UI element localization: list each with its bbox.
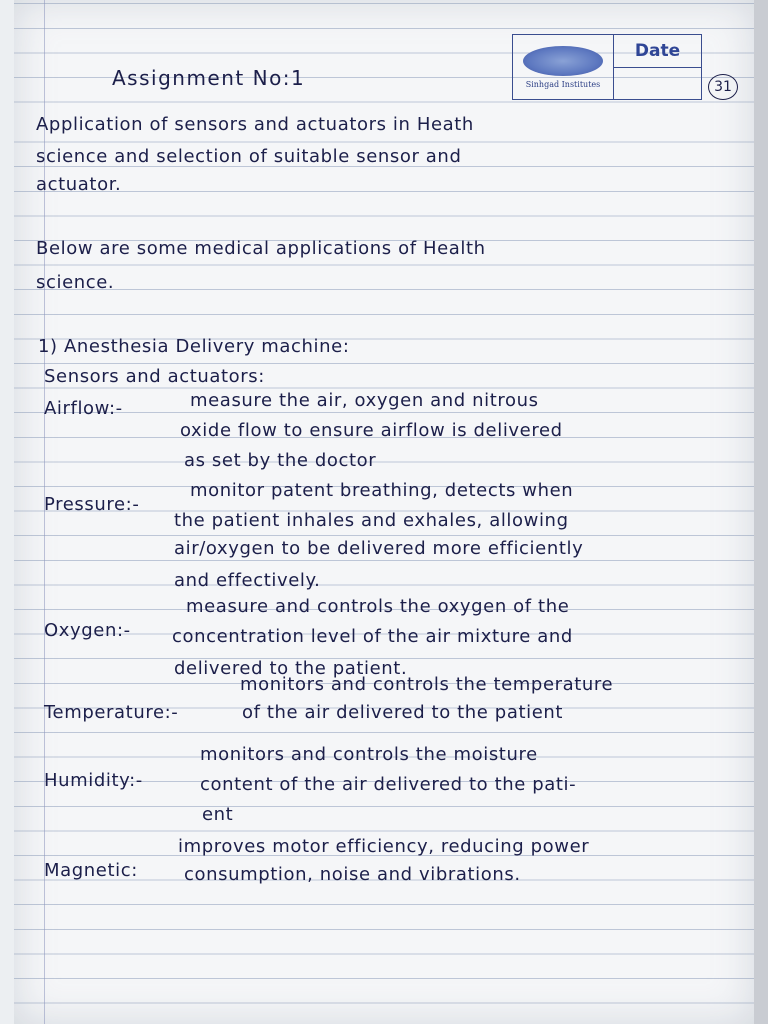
- page-number: 31: [708, 74, 738, 100]
- pressure-label: Pressure:-: [44, 494, 140, 515]
- section-subheading: Sensors and actuators:: [44, 366, 265, 387]
- logo-text: Sinhgad Institutes: [525, 79, 601, 89]
- lead-line-2: science.: [36, 272, 115, 293]
- pressure-line-1: monitor patent breathing, detects when: [190, 480, 574, 501]
- temperature-label: Temperature:-: [44, 702, 179, 723]
- header-box: [512, 34, 702, 100]
- oxygen-label: Oxygen:-: [44, 620, 131, 641]
- notebook-page: [14, 0, 754, 1024]
- airflow-line-2: oxide flow to ensure airflow is delivered: [180, 420, 563, 441]
- date-label: Date: [614, 35, 701, 68]
- aim-line-1: Application of sensors and actuators in Heath: [36, 114, 474, 135]
- airflow-line-3: as set by the doctor: [184, 450, 377, 471]
- humidity-line-2: content of the air delivered to the pati-: [200, 774, 577, 795]
- airflow-label: Airflow:-: [44, 398, 123, 419]
- institute-logo-icon: [523, 46, 603, 76]
- logo-cell: [513, 35, 614, 99]
- magnetic-line-2: consumption, noise and vibrations.: [184, 864, 521, 885]
- airflow-line-1: measure the air, oxygen and nitrous: [190, 390, 539, 411]
- date-cell: [614, 35, 701, 99]
- magnetic-line-1: improves motor efficiency, reducing power: [178, 836, 590, 857]
- temperature-line-2: of the air delivered to the patient: [242, 702, 564, 723]
- section-heading: 1) Anesthesia Delivery machine:: [38, 336, 350, 357]
- oxygen-line-3: delivered to the patient.: [174, 658, 408, 679]
- aim-line-2: science and selection of suitable sensor and: [36, 146, 462, 167]
- temperature-line-1: monitors and controls the temperature: [240, 674, 614, 695]
- magnetic-label: Magnetic:: [44, 860, 138, 881]
- aim-line-3: actuator.: [36, 174, 122, 195]
- date-value: [614, 68, 701, 99]
- page-title: Assignment No:1: [112, 66, 306, 90]
- page-edge: [754, 0, 768, 1024]
- pressure-line-2: the patient inhales and exhales, allowing: [174, 510, 569, 531]
- pressure-line-3: air/oxygen to be delivered more efficiently: [174, 538, 584, 559]
- humidity-label: Humidity:-: [44, 770, 143, 791]
- oxygen-line-2: concentration level of the air mixture and: [172, 626, 573, 647]
- pressure-line-4: and effectively.: [174, 570, 321, 591]
- humidity-line-3: ent: [202, 804, 234, 825]
- humidity-line-1: monitors and controls the moisture: [200, 744, 538, 765]
- oxygen-line-1: measure and controls the oxygen of the: [186, 596, 570, 617]
- lead-line-1: Below are some medical applications of Health: [36, 238, 486, 259]
